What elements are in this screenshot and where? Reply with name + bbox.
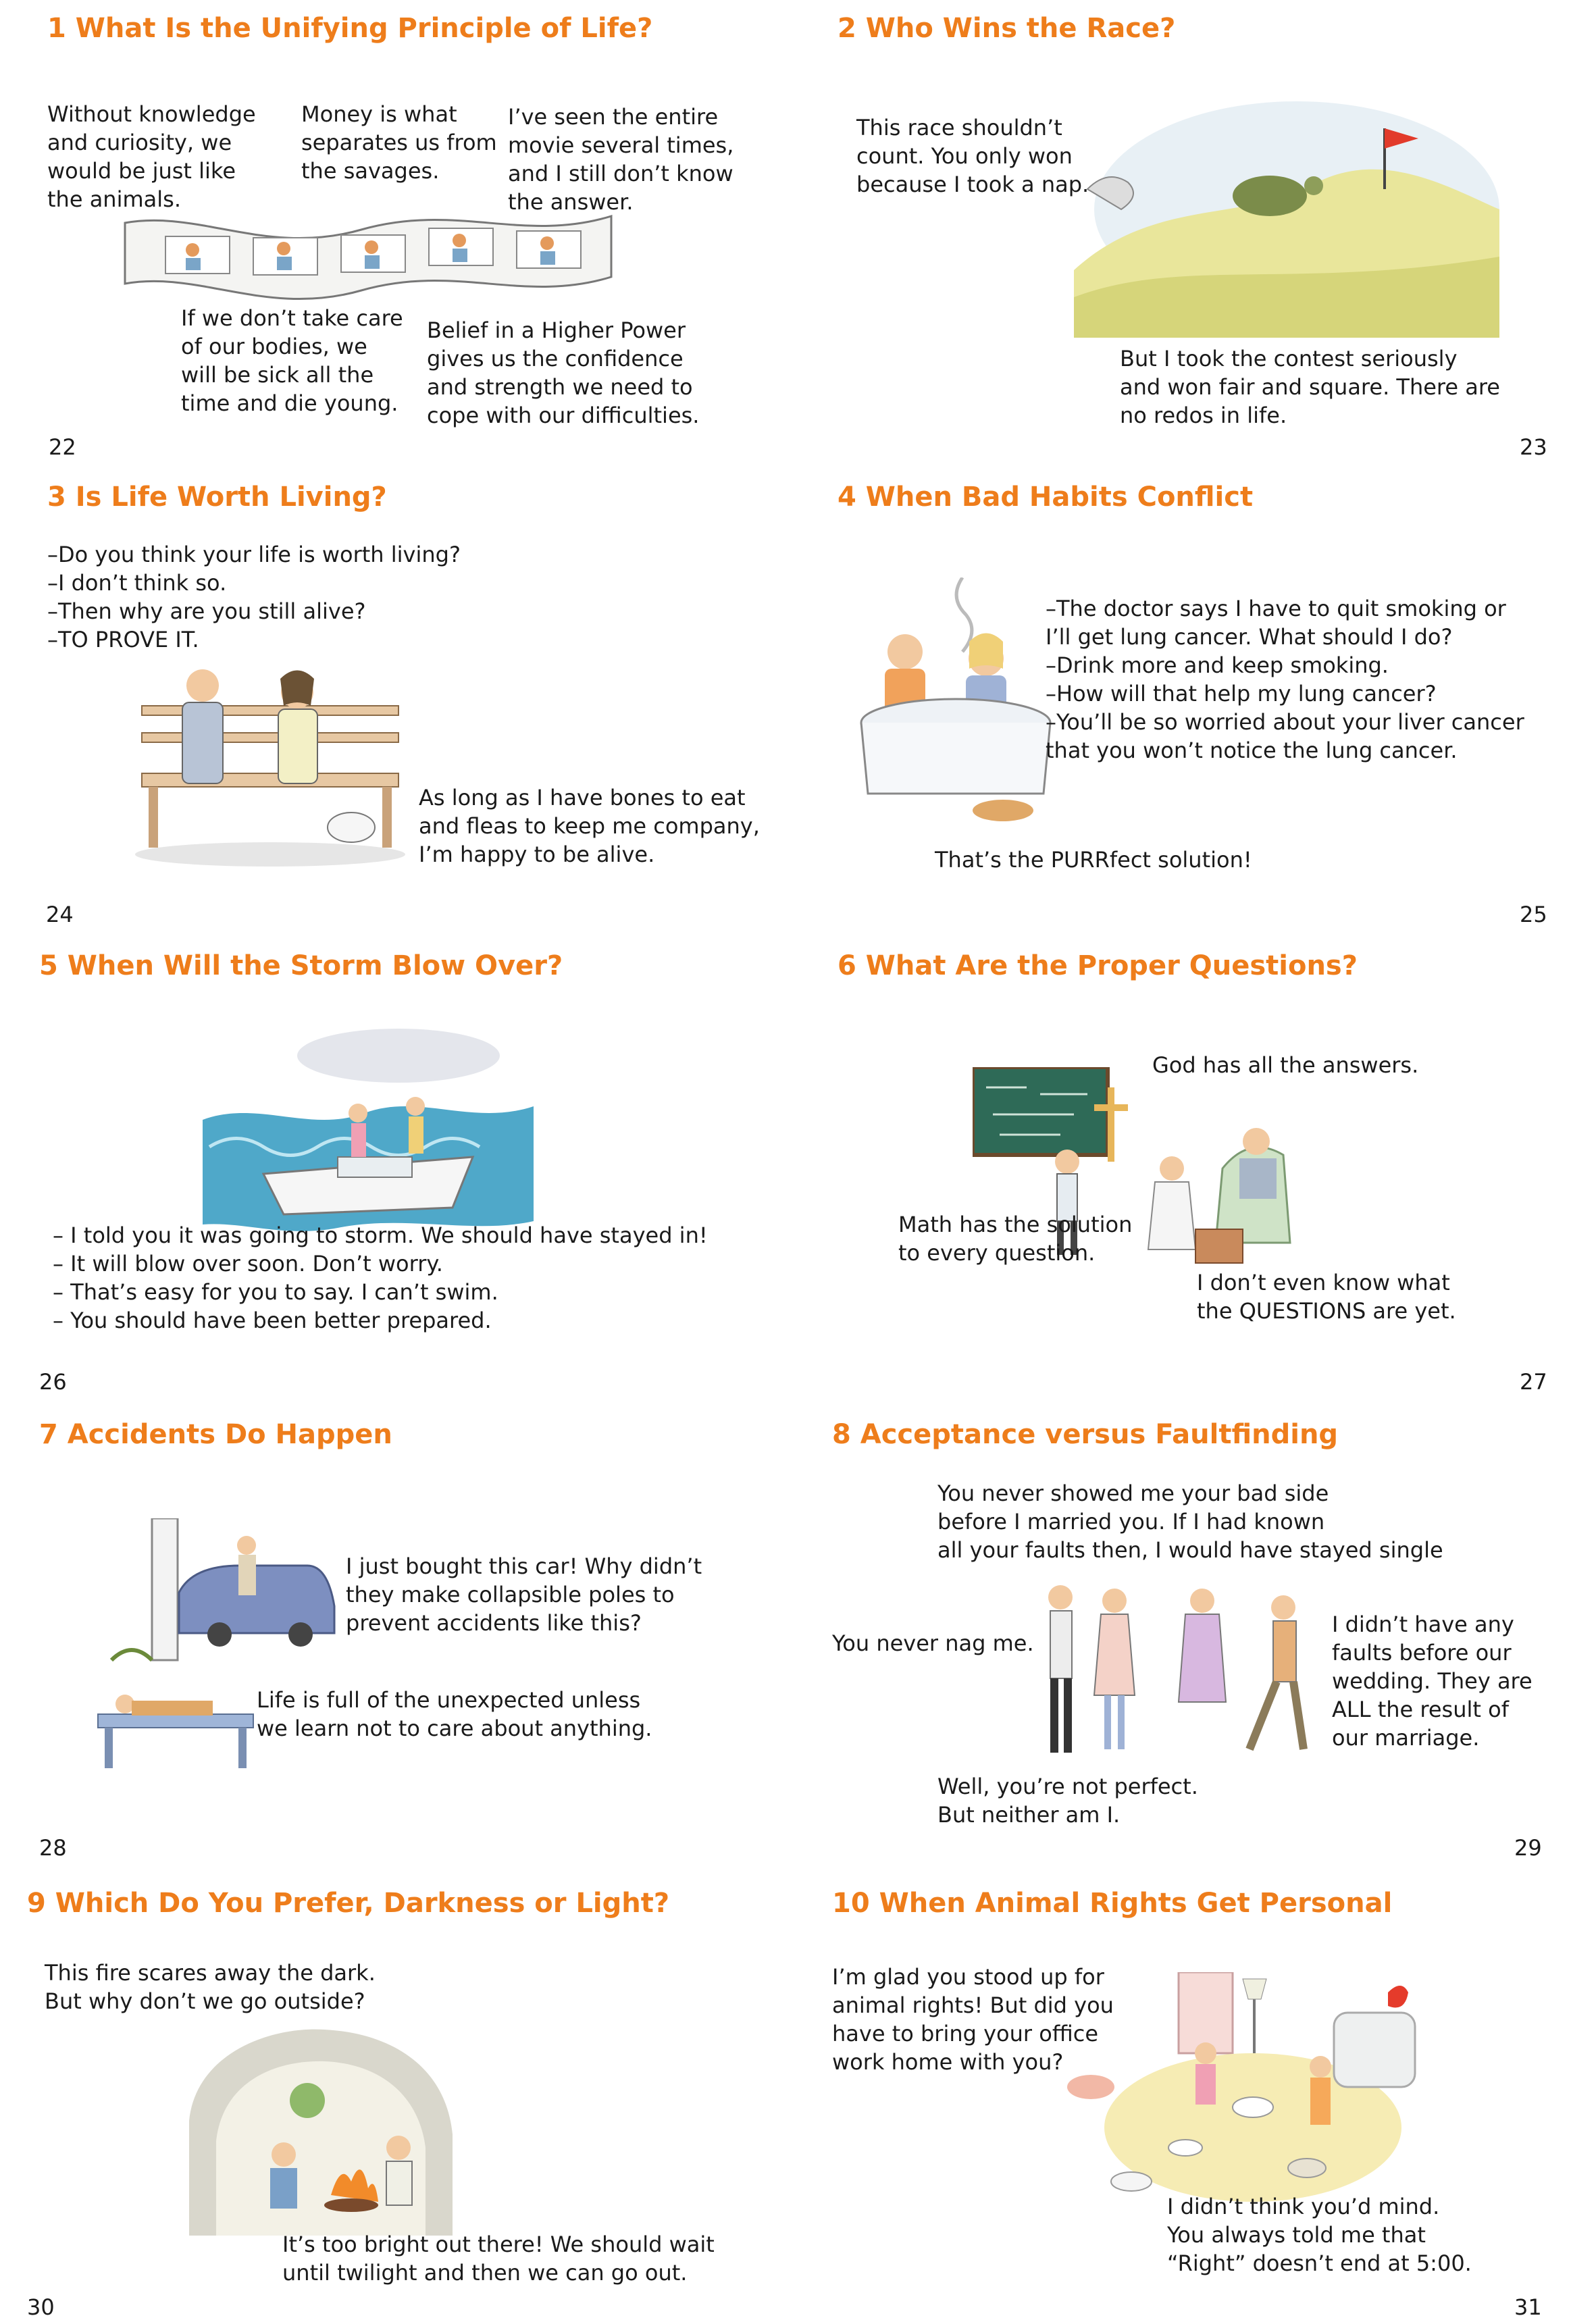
panel-1-caption-2: Money is what separates us from the savages. xyxy=(301,101,497,184)
panel-8-title: 8 Acceptance versus Faultfinding xyxy=(832,1419,1339,1450)
panel-8-caption-4: Well, you’re not perfect. But neither am I. xyxy=(937,1774,1198,1828)
cave-illustration xyxy=(189,2026,453,2236)
panel-8-caption-3: I didn’t have any faults before our wedding. They are ALL the result of our marriage. xyxy=(1332,1612,1533,1751)
panel-8-caption-2: You never nag me. xyxy=(832,1630,1034,1656)
cafe-illustration xyxy=(854,577,1057,827)
panel-1-title: 1 What Is the Unifying Principle of Life? xyxy=(47,13,653,44)
panel-8-caption-1: You never showed me your bad side before I married you. If I had known all your faults then, I would have stayed single xyxy=(937,1480,1443,1563)
boat-illustration xyxy=(203,1019,534,1241)
page-number-26: 26 xyxy=(39,1369,67,1395)
page-number-23: 23 xyxy=(1520,434,1547,460)
panel-1-caption-4: If we don’t take care of our bodies, we will be sick all the time and die young. xyxy=(181,305,403,416)
panel-2-title: 2 Who Wins the Race? xyxy=(838,13,1176,44)
panel-3-title: 3 Is Life Worth Living? xyxy=(47,482,387,513)
living-room-animals-illustration xyxy=(1050,1972,1428,2215)
panel-4-caption-2: That’s the PURRfect solution! xyxy=(935,847,1252,873)
panel-10-caption-1: I’m glad you stood up for animal rights! But did you have to bring your office work home with you? xyxy=(832,1964,1114,2075)
filmstrip-illustration xyxy=(118,196,618,311)
panel-3-caption-1: –Do you think your life is worth living? –I don’t think so. –Then why are you still alive? –TO PROVE IT. xyxy=(47,542,461,652)
panel-1-caption-1: Without knowledge and curiosity, we would be just like the animals. xyxy=(47,101,256,212)
panel-4-caption-1: –The doctor says I have to quit smoking or I’ll get lung cancer. What should I do? –Drink more and keep smoking. –How will that help my lung cancer? –You’ll be so worried about your liver cancer that you won’t notice the lung cancer. xyxy=(1046,596,1524,763)
couples-illustration xyxy=(1033,1580,1331,1776)
page-number-22: 22 xyxy=(49,434,76,460)
page-number-27: 27 xyxy=(1520,1369,1547,1395)
panel-6-title: 6 What Are the Proper Questions? xyxy=(838,950,1358,981)
panel-6-caption-3: I don’t even know what the QUESTIONS are yet. xyxy=(1197,1270,1456,1324)
panel-10-caption-2: I didn’t think you’d mind. You always told me that “Right” doesn’t end at 5:00. xyxy=(1167,2194,1472,2276)
race-illustration xyxy=(1074,101,1499,338)
page-number-30: 30 xyxy=(27,2294,55,2320)
panel-7-caption-2: Life is full of the unexpected unless we learn not to care about anything. xyxy=(257,1687,652,1741)
page-number-24: 24 xyxy=(46,902,74,927)
panel-1-caption-5: Belief in a Higher Power gives us the confidence and strength we need to cope with our difficulties. xyxy=(427,317,700,428)
panel-9-caption-1: This fire scares away the dark. But why don’t we go outside? xyxy=(45,1960,376,2014)
panel-10-title: 10 When Animal Rights Get Personal xyxy=(832,1888,1393,1919)
panel-1-caption-3: I’ve seen the entire movie several times, and I still don’t know the answer. xyxy=(508,104,734,215)
page-number-28: 28 xyxy=(39,1835,67,1861)
panel-5-caption-1: – I told you it was going to storm. We should have stayed in! – It will blow over soon. Don’t worry. – That’s easy for you to say. I can’t swim. – You should have been better prepared. xyxy=(53,1222,708,1333)
panel-9-title: 9 Which Do You Prefer, Darkness or Light? xyxy=(27,1888,670,1919)
panel-2-caption-2: But I took the contest seriously and won fair and square. There are no redos in life. xyxy=(1120,346,1500,428)
bench-illustration xyxy=(128,665,412,868)
panel-4-title: 4 When Bad Habits Conflict xyxy=(838,482,1254,513)
page-number-25: 25 xyxy=(1520,902,1547,927)
panel-6-caption-2: Math has the solution to every question. xyxy=(898,1212,1133,1266)
panel-5-title: 5 When Will the Storm Blow Over? xyxy=(39,950,563,981)
panel-6-caption-1: God has all the answers. xyxy=(1152,1052,1419,1078)
page-number-29: 29 xyxy=(1514,1835,1542,1861)
panel-3-caption-2: As long as I have bones to eat and fleas to keep me company, I’m happy to be alive. xyxy=(419,785,760,867)
panel-7-caption-1: I just bought this car! Why didn’t they make collapsible poles to prevent accidents like this? xyxy=(346,1553,702,1636)
panel-9-caption-2: It’s too bright out there! We should wait until twilight and then we can go out. xyxy=(282,2232,715,2286)
panel-2-caption-1: This race shouldn’t count. You only won because I took a nap. xyxy=(856,115,1089,197)
page-number-31: 31 xyxy=(1514,2294,1542,2320)
panel-7-title: 7 Accidents Do Happen xyxy=(39,1419,392,1450)
